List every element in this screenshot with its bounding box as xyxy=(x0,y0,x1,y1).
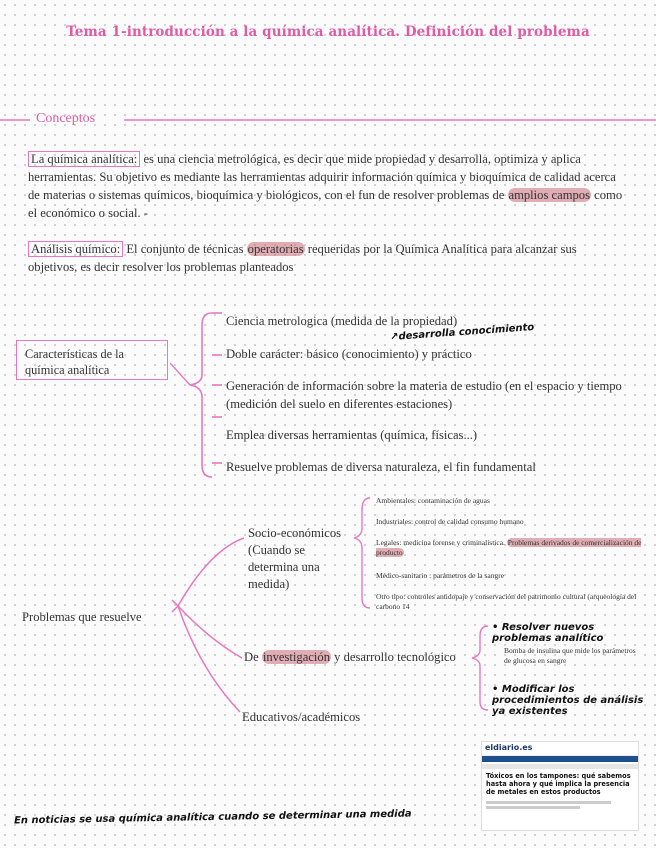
highlight: investigación xyxy=(262,650,330,664)
list-item: Ciencia metrologica (medida de la propiedad) xyxy=(226,314,458,328)
list-item: Doble carácter: básico (conocimiento) y práctico xyxy=(226,347,472,361)
socio-item-text: Legales: medicina forense y criminalística. xyxy=(376,538,507,547)
list-item: Emplea diversas herramientas (química, físicas...) xyxy=(226,428,478,442)
list-item: Generación de información sobre la materia de estudio (en el espacio y tiempo (medición del suelo en diferentes estaciones) xyxy=(226,379,622,411)
definition-text-end: como el económico o social. - xyxy=(28,188,623,220)
section-rule xyxy=(0,110,656,130)
problemas-label: Problemas que resuelve xyxy=(22,610,142,624)
news-text-line xyxy=(486,801,611,804)
socio-item: Ambientales: contaminación de aguas xyxy=(376,496,490,505)
bullet-text: Resolver nuevos problemas analítico xyxy=(492,622,604,644)
news-text-line xyxy=(486,806,580,809)
footer-note: En noticias se usa química analítica cuando se determinar una medida xyxy=(13,808,412,827)
news-headline: Tóxicos en los tampones: qué sabemos hasta ahora y qué implica la presencia de metales en estos productos xyxy=(486,772,631,796)
highlight: Problemas derivados de comercialización de producto xyxy=(376,538,642,557)
socio-item: Médico-sanitario : parámetros de la sangre xyxy=(376,571,505,580)
investigacion-label xyxy=(244,648,456,666)
caracteristicas-bracket xyxy=(170,305,230,485)
educativos-label: Educativos/académicos xyxy=(242,710,361,724)
page-title: Tema 1-introducción a la química analítica. Definición del problema xyxy=(66,24,590,40)
section-label: Conceptos xyxy=(36,111,96,126)
definition-quimica-analitica xyxy=(28,150,628,222)
bullet-resolver: • Resolver nuevos problemas analítico xyxy=(492,622,604,644)
definition-analisis-quimico xyxy=(28,240,628,276)
bullet-text: Modificar los procedimientos de análisis ya existentes xyxy=(492,684,644,717)
caracteristicas-box: Características de la química analítica xyxy=(16,340,168,380)
definition-text: El conjunto de técnicas xyxy=(123,242,247,256)
socio-economicos-label: Socio-económicos (Cuando se determina una medida) xyxy=(248,526,342,591)
highlight: operatorias xyxy=(247,242,304,256)
highlight: amplios campos xyxy=(508,188,590,202)
list-item: Resuelve problemas de diversa naturaleza, el fin fundamental xyxy=(226,460,536,474)
investigacion-text-end: y desarrollo tecnológico xyxy=(331,650,456,664)
term-box: Análisis químico: xyxy=(28,241,123,257)
news-image xyxy=(481,741,639,831)
definition-text: es una ciencia metrológica, es decir que mide propiedad y desarrolla, optimiza y aplica herramientas. Su objetivo es mediante las herramientas adquirir información química y bioquímica de calidad acerca de materias o sistemas químicos, bioquímica y biológicos, con el fun de resolver problemas de xyxy=(28,152,616,202)
news-navbar xyxy=(482,756,638,762)
bullet-modificar: • Modificar los procedimientos de análisis ya existentes xyxy=(492,684,644,717)
investigacion-text: De xyxy=(244,650,262,664)
handwritten-note: ↗desarrolla conocimiento xyxy=(389,321,535,344)
bullet-detail: Bomba de insulina que mide los parámetros de glucosa en sangre xyxy=(504,646,636,665)
news-site: eldiario.es xyxy=(482,742,638,756)
socio-item: Otro tipo: controles antidopaje y conservación del patrimonio cultural (arqueología del carbono 14 xyxy=(376,592,637,611)
socio-item xyxy=(376,538,646,558)
definition-text-end: requeridas por la Química Analítica para alcanzar sus objetivos, es decir resolver los problemas planteados xyxy=(28,242,577,274)
term-box: La química analítica: xyxy=(28,151,140,167)
socio-item: Industriales: control de calidad consumo humano xyxy=(376,517,524,526)
